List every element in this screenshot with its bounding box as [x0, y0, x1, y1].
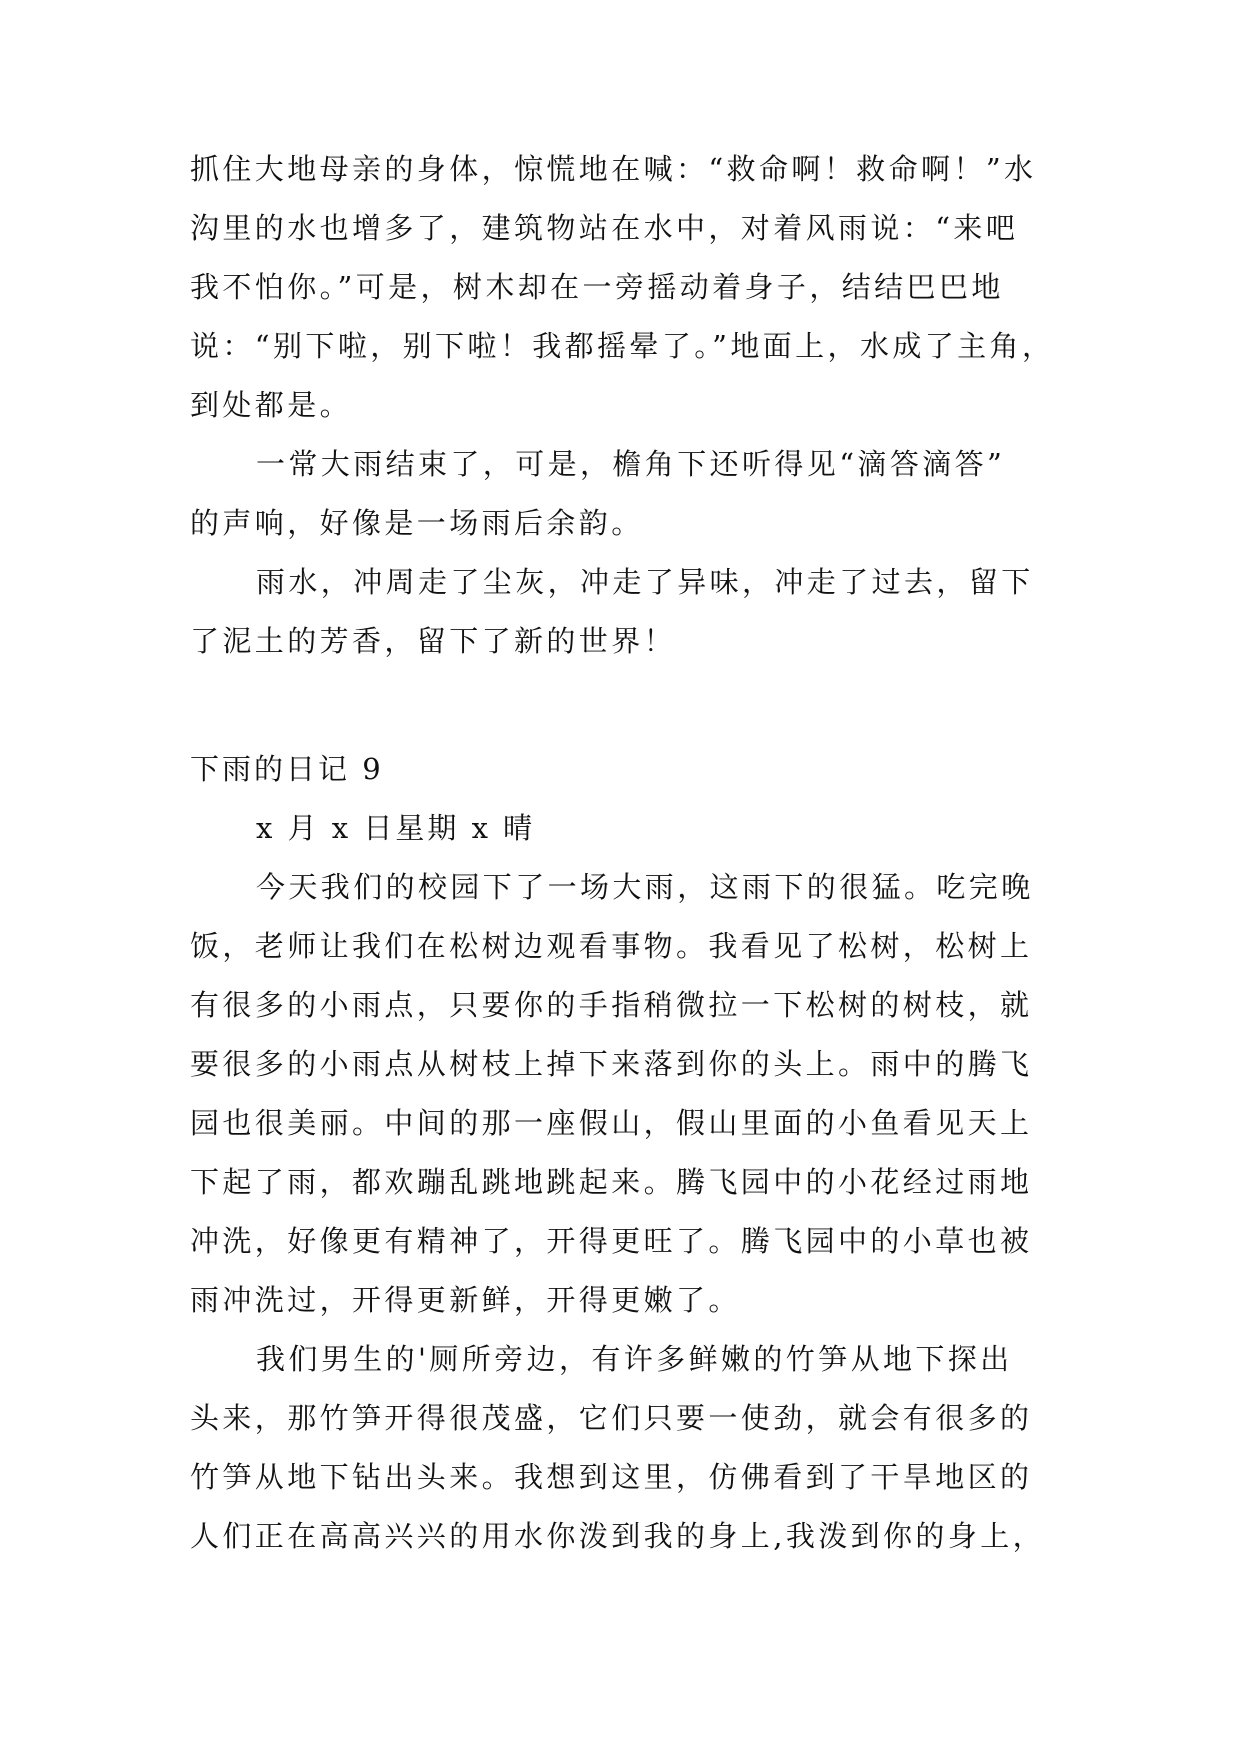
text-line: 我们男生的'厕所旁边，有许多鲜嫩的竹笋从地下探出	[256, 1342, 1013, 1376]
paragraph-campus	[190, 858, 1050, 1330]
diary-title: 下雨的日记 9	[190, 752, 384, 786]
text-line: 冲洗，好像更有精神了，开得更旺了。腾飞园中的小草也被	[190, 1224, 1033, 1258]
text-line: 有很多的小雨点，只要你的手指稍微拉一下松树的树枝，就	[190, 988, 1033, 1022]
text-line: 园也很美丽。中间的那一座假山，假山里面的小鱼看见天上	[190, 1106, 1033, 1140]
text-line: 了泥土的芳香，留下了新的世界！	[190, 624, 677, 658]
text-line: 竹笋从地下钻出头来。我想到这里，仿佛看到了干旱地区的	[190, 1460, 1033, 1494]
text-line: 的声响，好像是一场雨后余韵。	[190, 506, 644, 540]
text-line: 雨冲洗过，开得更新鲜，开得更嫩了。	[190, 1283, 741, 1317]
text-line: 下起了雨，都欢蹦乱跳地跳起来。腾飞园中的小花经过雨地	[190, 1165, 1033, 1199]
text-line: 抓住大地母亲的身体，惊慌地在喊：“救命啊！救命啊！”水	[190, 152, 1037, 186]
paragraph-rain-end	[190, 435, 1050, 553]
continued-paragraph	[190, 140, 1055, 435]
paragraph-rain-wash	[190, 553, 1050, 671]
text-line: 我不怕你。”可是，树木却在一旁摇动着身子，结结巴巴地	[190, 270, 1004, 304]
text-line: 说：“别下啦，别下啦！我都摇晕了。”地面上，水成了主角，	[190, 329, 1055, 363]
text-line: 饭，老师让我们在松树边观看事物。我看见了松树，松树上	[190, 929, 1033, 963]
text-line: 沟里的水也增多了，建筑物站在水中，对着风雨说：“来吧	[190, 211, 1019, 245]
text-line: 雨水，冲周走了尘灰，冲走了异味，冲走了过去，留下	[256, 565, 1034, 599]
diary-date: x 月 x 日星期 x 晴	[256, 811, 536, 845]
text-line: 一常大雨结束了，可是，檐角下还听得见“滴答滴答”	[256, 447, 1006, 481]
text-line: 要很多的小雨点从树枝上掉下来落到你的头上。雨中的腾飞	[190, 1047, 1033, 1081]
text-line: 到处都是。	[190, 388, 353, 422]
text-line: 今天我们的校园下了一场大雨，这雨下的很猛。吃完晚	[256, 870, 1034, 904]
text-line: 头来，那竹笋开得很茂盛，它们只要一使劲，就会有很多的	[190, 1401, 1033, 1435]
text-line: 人们正在高高兴兴的用水你泼到我的身上,我泼到你的身上，	[190, 1519, 1046, 1553]
paragraph-bamboo	[190, 1330, 1050, 1566]
